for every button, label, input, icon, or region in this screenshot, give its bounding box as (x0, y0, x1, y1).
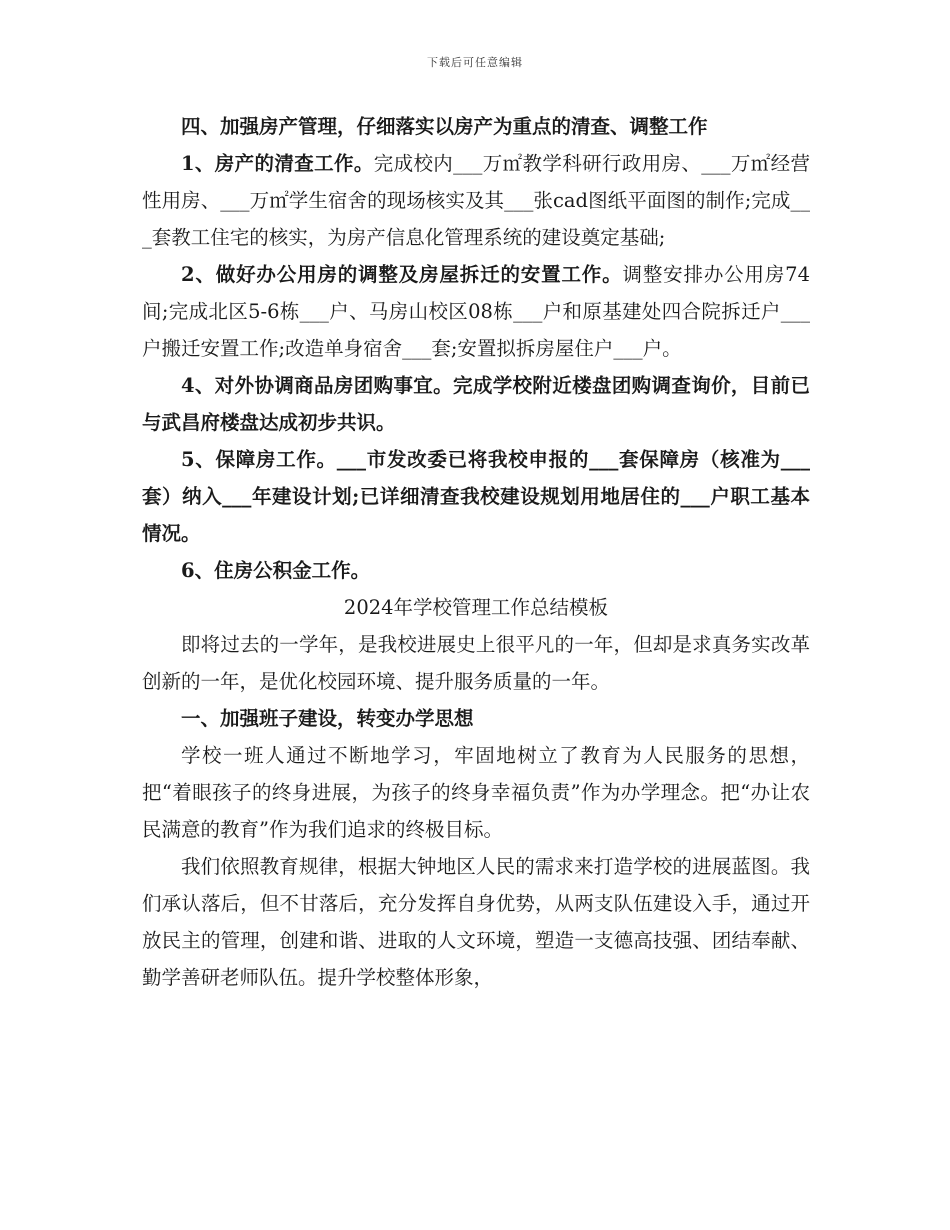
item-1-body: 完成校内___万㎡教学科研行政用房、___万㎡经营性用房、___万㎡学生宿舍的现场核实及其___张cad图纸平面图的制作;完成___套教工住宅的核实，为房产信息化管理系统的建设奠定基础; (142, 152, 810, 249)
section-heading-4: 四、加强房产管理，仔细落实以房产为重点的清查、调整工作 (181, 115, 708, 138)
item-2-lead: 2、做好办公用房的调整及房屋拆迁的安置工作。 (181, 263, 623, 286)
document-body (142, 108, 810, 996)
paragraph-item-1 (142, 145, 810, 256)
item-1-lead: 1、房产的清查工作。 (181, 152, 374, 175)
paragraph-intro: 即将过去的一学年，是我校进展史上很平凡的一年，但却是求真务实改革创新的一年，是优化校园环境、提升服务质量的一年。 (142, 633, 810, 693)
section-heading-1: 一、加强班子建设，转变办学思想 (181, 707, 474, 730)
paragraph-item-2 (142, 256, 810, 367)
paragraph-team-building: 学校一班人通过不断地学习，牢固地树立了教育为人民服务的思想，把“着眼孩子的终身进展，为孩子的终身幸福负责”作为办学理念。把“办让农民满意的教育”作为我们追求的终极目标。 (142, 744, 810, 841)
paragraph-item-5: 5、保障房工作。___市发改委已将我校申报的___套保障房（核准为___套）纳入___年建设计划;已详细清查我校建设规划用地居住的___户职工基本情况。 (142, 448, 810, 545)
paragraph-item-4: 4、对外协调商品房团购事宜。完成学校附近楼盘团购调查询价，目前已与武昌府楼盘达成初步共识。 (142, 374, 810, 434)
item-2-body: 调整安排办公用房74间;完成北区5-6栋___户、马房山校区08栋___户和原基建处四合院拆迁户___户搬迁安置工作;改造单身宿舍___套;安置拟拆房屋住户___户。 (142, 263, 810, 360)
paragraph-development-plan: 我们依照教育规律，根据大钟地区人民的需求来打造学校的进展蓝图。我们承认落后，但不甘落后，充分发挥自身优势，从两支队伍建设入手，通过开放民主的管理，创建和谐、进取的人文环境，塑造一支德高技强、团结奉献、勤学善研老师队伍。提升学校整体形象， (142, 855, 810, 989)
paragraph-item-6: 6、住房公积金工作。 (181, 559, 371, 582)
document-title: 2024年学校管理工作总结模板 (343, 596, 609, 619)
page-header-note: 下载后可任意编辑 (427, 56, 523, 69)
